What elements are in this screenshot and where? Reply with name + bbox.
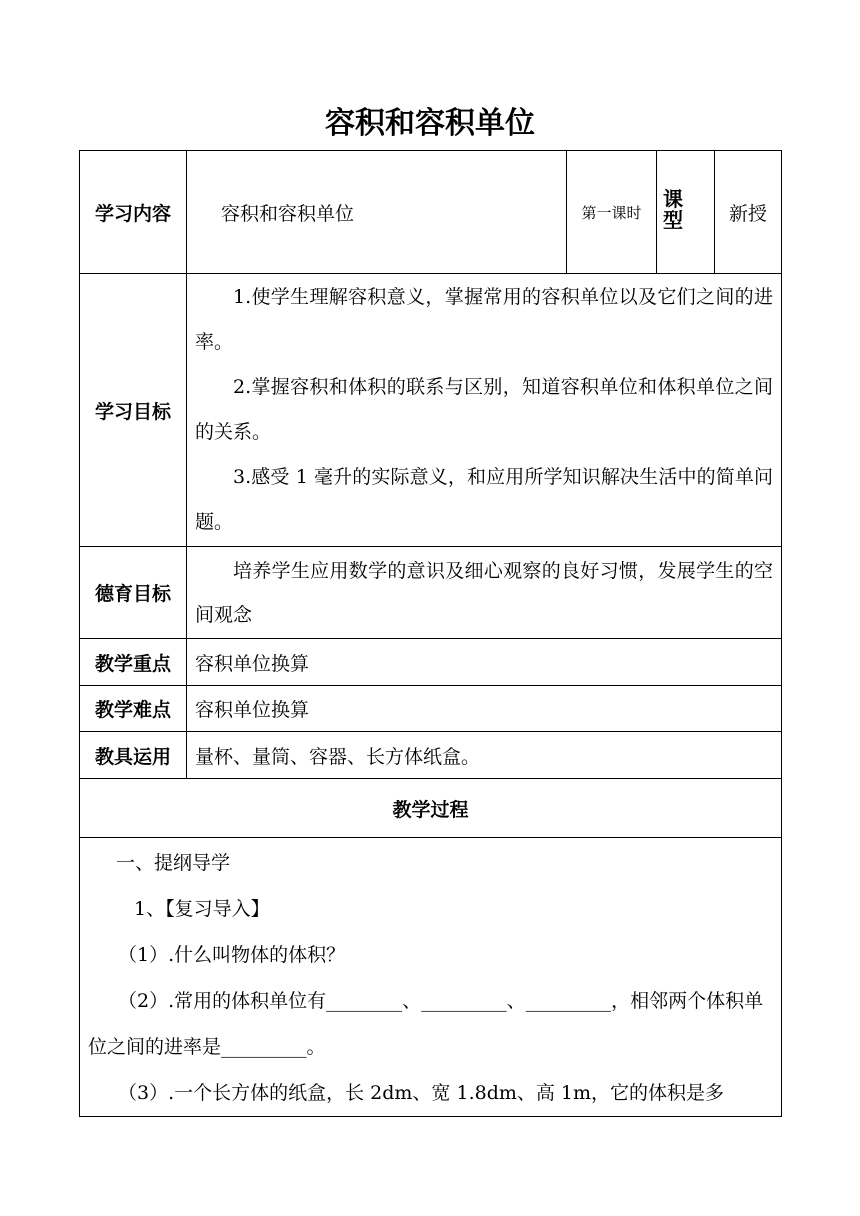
tools-value: 量杯、量筒、容器、长方体纸盒。 [187, 732, 782, 779]
process-line: 一、提纲导学 [116, 852, 231, 874]
key-point-value: 容积单位换算 [187, 639, 782, 686]
content-value: 容积和容积单位 [187, 151, 567, 274]
moral-row [80, 547, 782, 639]
tools-label: 教具运用 [80, 732, 187, 779]
process-body-row [80, 838, 782, 1117]
process-header: 教学过程 [80, 779, 782, 838]
lesson-type-label-2: 型 [663, 208, 683, 232]
lesson-period: 第一课时 [567, 151, 657, 274]
lesson-type-label [657, 151, 715, 274]
moral-label: 德育目标 [80, 547, 187, 639]
process-line: （1）.什么叫物体的体积？ [118, 944, 346, 966]
difficulty-label: 教学难点 [80, 686, 187, 732]
process-line: 1、【复习导入】 [134, 898, 270, 920]
process-line: （2）.常用的体积单位有________、_________、_________，相邻两个体积单位之间的进率是_________。 [88, 990, 764, 1058]
difficulty-row [80, 686, 782, 732]
lesson-type-value: 新授 [715, 151, 782, 274]
moral-content [187, 547, 782, 639]
goals-content [187, 274, 782, 547]
lesson-plan-table [79, 150, 782, 1117]
key-point-row [80, 639, 782, 686]
content-row [80, 151, 782, 274]
process-header-row [80, 779, 782, 838]
key-point-label: 教学重点 [80, 639, 187, 686]
lesson-type-label-1: 课 [663, 187, 683, 211]
process-line: （3）.一个长方体的纸盒，长 2dm、宽 1.8dm、高 1m，它的体积是多 [118, 1082, 725, 1104]
goals-label: 学习目标 [80, 274, 187, 547]
goals-row [80, 274, 782, 547]
difficulty-value: 容积单位换算 [187, 686, 782, 732]
moral-text: 培养学生应用数学的意识及细心观察的良好习惯，发展学生的空间观念 [195, 559, 773, 626]
page-title: 容积和容积单位 [325, 106, 535, 141]
goal-item: 3.感受 1 毫升的实际意义，和应用所学知识解决生活中的简单问题。 [195, 466, 773, 533]
content-label: 学习内容 [80, 151, 187, 274]
goal-item: 1.使学生理解容积意义，掌握常用的容积单位以及它们之间的进率。 [195, 286, 773, 353]
goal-item: 2.掌握容积和体积的联系与区别，知道容积单位和体积单位之间的关系。 [195, 376, 773, 443]
tools-row [80, 732, 782, 779]
process-body [80, 838, 782, 1117]
